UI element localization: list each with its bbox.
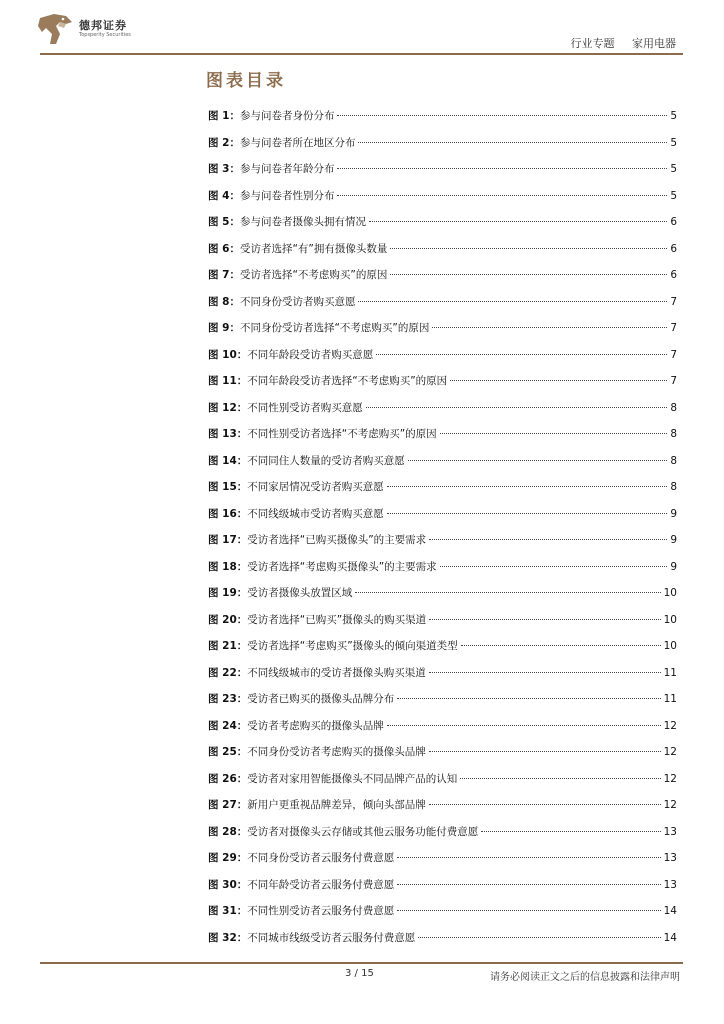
toc-leader-dots	[429, 803, 661, 805]
toc-entry-title: 不同线级城市的受访者摄像头购买渠道	[247, 666, 426, 679]
toc-entry[interactable]	[208, 824, 677, 851]
footer-divider	[40, 962, 683, 964]
toc-entry-title: 受访者考虑购买的摄像头品牌	[247, 719, 384, 732]
toc-entry-title: 参与问卷者年龄分布	[239, 163, 335, 175]
toc-entry-label: 图 22：	[208, 666, 248, 679]
toc-entry-title: 不同性别受访者云服务付费意愿	[247, 905, 395, 917]
toc-entry[interactable]	[208, 877, 677, 904]
toc-entry-label: 图 2：	[208, 136, 240, 149]
toc-leader-dots	[481, 830, 660, 832]
toc-entry-label: 图 14：	[208, 454, 248, 467]
toc-leader-dots	[358, 141, 667, 143]
toc-entry-page: 8	[670, 481, 677, 493]
toc-entry[interactable]	[208, 400, 677, 427]
toc-entry-label: 图 17：	[208, 534, 248, 546]
toc-entry-page: 8	[670, 401, 677, 414]
toc-entry-page: 5	[670, 189, 677, 202]
toc-entry-title: 不同年龄段受访者选择“不考虑购买”的原因	[247, 375, 448, 387]
toc-leader-dots	[387, 512, 668, 514]
toc-entry[interactable]	[208, 559, 677, 586]
toc-leader-dots	[376, 353, 667, 355]
toc-entry-page: 11	[663, 666, 677, 679]
toc-entry-page: 7	[670, 322, 677, 334]
toc-entry[interactable]	[208, 718, 677, 745]
toc-leader-dots	[390, 247, 667, 249]
toc-entry-page: 14	[663, 905, 677, 917]
toc-leader-dots	[366, 406, 668, 408]
logo-name-en: Topsperity Securities	[79, 32, 131, 38]
header-divider	[40, 53, 683, 55]
toc-entry-title: 不同性别受访者选择“不考虑购买”的原因	[247, 428, 437, 440]
toc-entry-title: 受访者选择“考虑购买摄像头”的主要需求	[247, 560, 437, 573]
toc-entry-page: 12	[663, 799, 677, 811]
toc-entry-page: 8	[670, 428, 677, 440]
toc-leader-dots	[397, 883, 660, 885]
toc-entry[interactable]	[208, 373, 677, 400]
toc-entry-page: 13	[663, 878, 677, 891]
toc-entry-title: 受访者选择“已购买摄像头”的主要需求	[247, 534, 427, 546]
toc-entry-title: 参与问卷者身份分布	[239, 110, 335, 122]
toc-entry-label: 图 19：	[208, 587, 248, 599]
toc-leader-dots	[337, 167, 667, 169]
toc-entry[interactable]	[208, 691, 677, 718]
toc-entry-page: 14	[663, 931, 677, 944]
toc-leader-dots	[440, 565, 668, 567]
logo-icon	[36, 12, 76, 46]
toc-entry-label: 图 1：	[208, 110, 240, 122]
toc-leader-dots	[369, 220, 667, 222]
toc-entry-title: 受访者已购买的摄像头品牌分布	[247, 693, 395, 705]
toc-entry[interactable]	[208, 585, 677, 612]
toc-entry[interactable]	[208, 214, 677, 241]
toc-entry-label: 图 26：	[208, 772, 248, 785]
toc-entry-page: 13	[663, 852, 677, 864]
toc-entry-page: 6	[670, 216, 677, 228]
toc-entry[interactable]	[208, 850, 677, 877]
toc-leader-dots	[355, 591, 660, 593]
toc-entry-title: 参与问卷者性别分布	[239, 189, 335, 202]
toc-entry[interactable]	[208, 771, 677, 798]
toc-entry-title: 受访者选择“不考虑购买”的原因	[239, 269, 388, 281]
toc-entry[interactable]	[208, 797, 677, 824]
toc-entry-title: 参与问卷者摄像头拥有情况	[239, 216, 366, 228]
toc-entry-page: 10	[663, 587, 677, 599]
toc-entry-page: 10	[663, 613, 677, 626]
toc-entry[interactable]	[208, 426, 677, 453]
header-section: 行业专题	[570, 37, 615, 50]
logo-name-cn: 德邦证券	[79, 19, 127, 32]
toc-entry-label: 图 8：	[208, 295, 240, 308]
toc-entry-label: 图 3：	[208, 163, 240, 175]
toc-entry[interactable]	[208, 744, 677, 771]
toc-entry[interactable]	[208, 638, 677, 665]
toc-entry-label: 图 7：	[208, 269, 240, 281]
toc-entry-title: 受访者选择“考虑购买”摄像头的倾向渠道类型	[247, 640, 458, 652]
toc-entry-label: 图 31：	[208, 905, 248, 917]
page-number: 3 / 15	[345, 968, 374, 979]
toc-entry[interactable]	[208, 135, 677, 162]
toc-entry[interactable]	[208, 479, 677, 506]
toc-entry-label: 图 12：	[208, 401, 248, 414]
toc-entry-label: 图 29：	[208, 852, 248, 864]
toc-entry[interactable]	[208, 188, 677, 215]
toc-entry-label: 图 27：	[208, 799, 248, 811]
toc-entry-page: 5	[670, 136, 677, 149]
toc-entry-title: 受访者对摄像头云存储或其他云服务功能付费意愿	[247, 825, 479, 838]
toc-entry-label: 图 10：	[208, 348, 248, 361]
toc-entry-label: 图 11：	[208, 375, 248, 387]
toc-leader-dots	[337, 194, 667, 196]
toc-leader-dots	[429, 671, 661, 673]
toc-leader-dots	[387, 724, 661, 726]
toc-entry[interactable]	[208, 506, 677, 533]
toc-entry[interactable]	[208, 612, 677, 639]
toc-entry-label: 图 32：	[208, 931, 248, 944]
toc-entry-page: 7	[670, 375, 677, 387]
toc-entry[interactable]	[208, 267, 677, 294]
toc-entry[interactable]	[208, 453, 677, 480]
toc-entry-label: 图 24：	[208, 719, 248, 732]
toc-entry-label: 图 9：	[208, 322, 240, 334]
toc-entry-title: 不同身份受访者云服务付费意愿	[247, 852, 395, 864]
toc-entry[interactable]	[208, 241, 677, 268]
toc-entry-title: 不同同住人数量的受访者购买意愿	[247, 454, 405, 467]
toc-leader-dots	[418, 936, 660, 938]
toc-leader-dots	[397, 909, 660, 911]
toc-entry[interactable]	[208, 665, 677, 692]
toc-entry-label: 图 13：	[208, 428, 248, 440]
toc-leader-dots	[337, 114, 667, 116]
toc-leader-dots	[429, 618, 660, 620]
toc-entry[interactable]	[208, 294, 677, 321]
toc-leader-dots	[397, 856, 660, 858]
toc-entry-page: 12	[663, 772, 677, 785]
toc-entry-page: 6	[670, 242, 677, 255]
toc-entry-title: 不同身份受访者购买意愿	[239, 295, 356, 308]
toc-entry-label: 图 30：	[208, 878, 248, 891]
toc-leader-dots	[440, 432, 668, 434]
toc-entry-title: 不同线级城市受访者购买意愿	[247, 507, 384, 520]
toc-entry-label: 图 18：	[208, 560, 248, 573]
toc-entry[interactable]	[208, 161, 677, 188]
toc-leader-dots	[390, 273, 667, 275]
toc-entry-label: 图 21：	[208, 640, 248, 652]
toc-leader-dots	[429, 538, 667, 540]
toc-entry-title: 参与问卷者所在地区分布	[239, 136, 356, 149]
header-category: 家用电器	[632, 37, 676, 50]
toc-leader-dots	[408, 459, 668, 461]
toc-entry-label: 图 15：	[208, 481, 248, 493]
toc-entry-page: 12	[663, 746, 677, 758]
page-header	[0, 0, 724, 60]
toc-entry-title: 受访者摄像头放置区域	[247, 587, 353, 599]
toc-entry-label: 图 20：	[208, 613, 248, 626]
toc-entry-page: 6	[670, 269, 677, 281]
toc-entry-title: 不同城市线级受访者云服务付费意愿	[247, 931, 416, 944]
toc-entry-page: 5	[670, 163, 677, 175]
toc-entry-title: 不同年龄受访者云服务付费意愿	[247, 878, 395, 891]
toc-entry-page: 10	[663, 640, 677, 652]
toc-entry-page: 7	[670, 348, 677, 361]
toc-heading: 图表目录	[206, 71, 286, 91]
toc-entry-title: 受访者对家用智能摄像头不同品牌产品的认知	[247, 772, 458, 785]
toc-entry-title: 受访者选择“有”拥有摄像头数量	[239, 242, 388, 255]
toc-entry-title: 不同年龄段受访者购买意愿	[247, 348, 374, 361]
toc-entry-page: 9	[670, 534, 677, 546]
toc-entry-page: 12	[663, 719, 677, 732]
toc-entry-title: 新用户更重视品牌差异，倾向头部品牌	[247, 799, 426, 811]
figure-toc-list	[208, 108, 677, 956]
toc-entry-title: 受访者选择“已购买”摄像头的购买渠道	[247, 613, 427, 626]
toc-entry-label: 图 28：	[208, 825, 248, 838]
toc-entry[interactable]	[208, 903, 677, 930]
toc-entry-page: 7	[670, 295, 677, 308]
toc-entry-label: 图 5：	[208, 216, 240, 228]
toc-entry-page: 11	[663, 693, 677, 705]
toc-leader-dots	[460, 777, 660, 779]
toc-entry-page: 13	[663, 825, 677, 838]
toc-leader-dots	[397, 697, 660, 699]
toc-entry-page: 5	[670, 110, 677, 122]
toc-entry[interactable]	[208, 320, 677, 347]
toc-leader-dots	[450, 379, 667, 381]
toc-entry-label: 图 25：	[208, 746, 248, 758]
toc-entry-label: 图 6：	[208, 242, 240, 255]
toc-leader-dots	[387, 485, 668, 487]
toc-leader-dots	[358, 300, 667, 302]
toc-entry-title: 不同身份受访者选择“不考虑购买”的原因	[239, 322, 430, 334]
header-tags	[557, 35, 677, 51]
toc-entry-page: 8	[670, 454, 677, 467]
company-logo	[36, 12, 131, 46]
toc-leader-dots	[432, 326, 667, 328]
toc-leader-dots	[461, 644, 661, 646]
toc-entry-title: 不同性别受访者购买意愿	[247, 401, 363, 414]
toc-entry-page: 9	[670, 507, 677, 520]
toc-entry-page: 9	[670, 560, 677, 573]
toc-entry-label: 图 16：	[208, 507, 248, 520]
toc-entry-label: 图 23：	[208, 693, 248, 705]
toc-leader-dots	[429, 750, 661, 752]
toc-entry[interactable]	[208, 108, 677, 135]
disclaimer-note: 请务必阅读正文之后的信息披露和法律声明	[490, 972, 680, 983]
toc-entry[interactable]	[208, 930, 677, 957]
toc-entry[interactable]	[208, 532, 677, 559]
toc-entry-title: 不同身份受访者考虑购买的摄像头品牌	[247, 746, 426, 758]
toc-entry-label: 图 4：	[208, 189, 240, 202]
toc-entry-title: 不同家居情况受访者购买意愿	[247, 481, 384, 493]
toc-entry[interactable]	[208, 347, 677, 374]
